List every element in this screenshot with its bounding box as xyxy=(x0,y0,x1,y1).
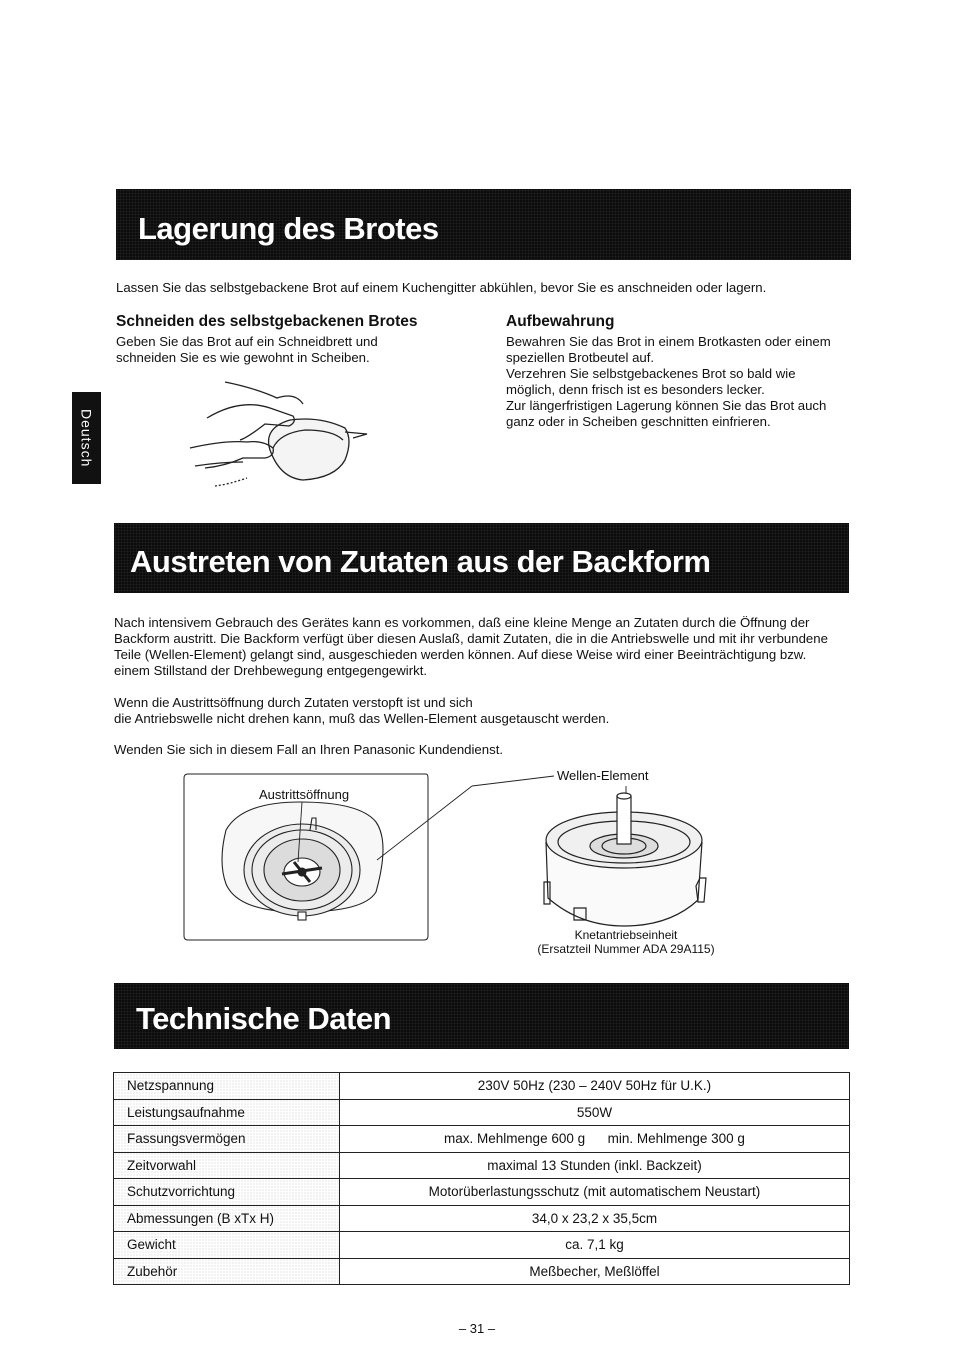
spec-value: maximal 13 Stunden (inkl. Backzeit) xyxy=(340,1152,850,1179)
section-banner-leakage xyxy=(114,523,849,593)
table-row xyxy=(114,1205,850,1232)
spec-key: Leistungsaufnahme xyxy=(114,1099,340,1126)
spec-value: 550W xyxy=(340,1099,850,1126)
kneading-drive-unit-illustration xyxy=(540,786,710,931)
spec-key: Zubehör xyxy=(114,1258,340,1285)
spec-key: Abmessungen (B xTx H) xyxy=(114,1205,340,1232)
page-number: – 31 – xyxy=(458,1321,496,1336)
section-banner-specs xyxy=(114,983,849,1049)
storage-intro: Lassen Sie das selbstgebackene Brot auf einem Kuchengitter abkühlen, bevor Sie es anschneiden oder lagern. xyxy=(116,280,767,295)
table-row xyxy=(114,1099,850,1126)
shaft-element-label: Wellen-Element xyxy=(557,768,649,783)
spec-value: ca. 7,1 kg xyxy=(340,1232,850,1259)
language-tab xyxy=(72,392,101,484)
table-row xyxy=(114,1232,850,1259)
storage-text: Bewahren Sie das Brot in einem Brotkasten oder einem speziellen Brotbeutel auf. Verzehren Sie selbstgebackenes Brot so bald wie möglich, denn frisch ist es besonders lecker. Zur längerfristigen Lagerung können Sie das Brot auch ganz oder in Scheiben geschnitten einfrieren. xyxy=(506,334,831,429)
bread-slicing-illustration xyxy=(185,378,375,490)
storage-heading: Aufbewahrung xyxy=(506,313,615,330)
table-row xyxy=(114,1258,850,1285)
table-row xyxy=(114,1126,850,1153)
drive-unit-caption: Knetantriebseinheit (Ersatzteil Nummer ADA 29A115) xyxy=(537,928,715,956)
section-title: Austreten von Zutaten aus der Backform xyxy=(130,544,711,579)
spec-value: Motorüberlastungsschutz (mit automatischem Neustart) xyxy=(340,1179,850,1206)
spec-key: Schutzvorrichtung xyxy=(114,1179,340,1206)
spec-key: Zeitvorwahl xyxy=(114,1152,340,1179)
spec-key: Netzspannung xyxy=(114,1073,340,1100)
table-row xyxy=(114,1179,850,1206)
leakage-paragraph-2: Wenn die Austrittsöffnung durch Zutaten verstopft ist und sich die Antriebswelle nicht drehen kann, muß das Wellen-Element ausgetauscht werden. xyxy=(114,695,610,726)
spec-value: 34,0 x 23,2 x 35,5cm xyxy=(340,1205,850,1232)
spec-key: Gewicht xyxy=(114,1232,340,1259)
cutting-heading: Schneiden des selbstgebackenen Brotes xyxy=(116,313,418,330)
spec-value: Meßbecher, Meßlöffel xyxy=(340,1258,850,1285)
leakage-paragraph-1: Nach intensivem Gebrauch des Gerätes kann es vorkommen, daß eine kleine Menge an Zutaten durch die Öffnung der Backform austritt. Die Backform verfügt über diesen Auslaß, damit Zutaten, die in die Antriebswelle und mit ihr verbundene Teile (Wellen-Element) gelangt sind, ausgeschieden werden können. Auf diese Weise wird einer Beeinträchtigung bzw. einem Stillstand der Drehbewegung entgegengewirkt. xyxy=(114,615,828,678)
spec-value: max. Mehlmenge 600 g min. Mehlmenge 300 g xyxy=(340,1126,850,1153)
section-title: Lagerung des Brotes xyxy=(138,211,439,246)
section-title: Technische Daten xyxy=(136,1001,392,1036)
cutting-text: Geben Sie das Brot auf ein Schneidbrett und schneiden Sie es wie gewohnt in Scheiben. xyxy=(116,334,378,365)
spec-value: 230V 50Hz (230 – 240V 50Hz für U.K.) xyxy=(340,1073,850,1100)
opening-label: Austrittsöffnung xyxy=(259,787,350,802)
leakage-paragraph-3: Wenden Sie sich in diesem Fall an Ihren Panasonic Kundendienst. xyxy=(114,742,504,757)
language-tab-label: Deutsch xyxy=(78,408,95,468)
table-row xyxy=(114,1152,850,1179)
section-banner-storage xyxy=(116,189,851,260)
table-row xyxy=(114,1073,850,1100)
technical-data-table xyxy=(113,1072,850,1285)
spec-key: Fassungsvermögen xyxy=(114,1126,340,1153)
